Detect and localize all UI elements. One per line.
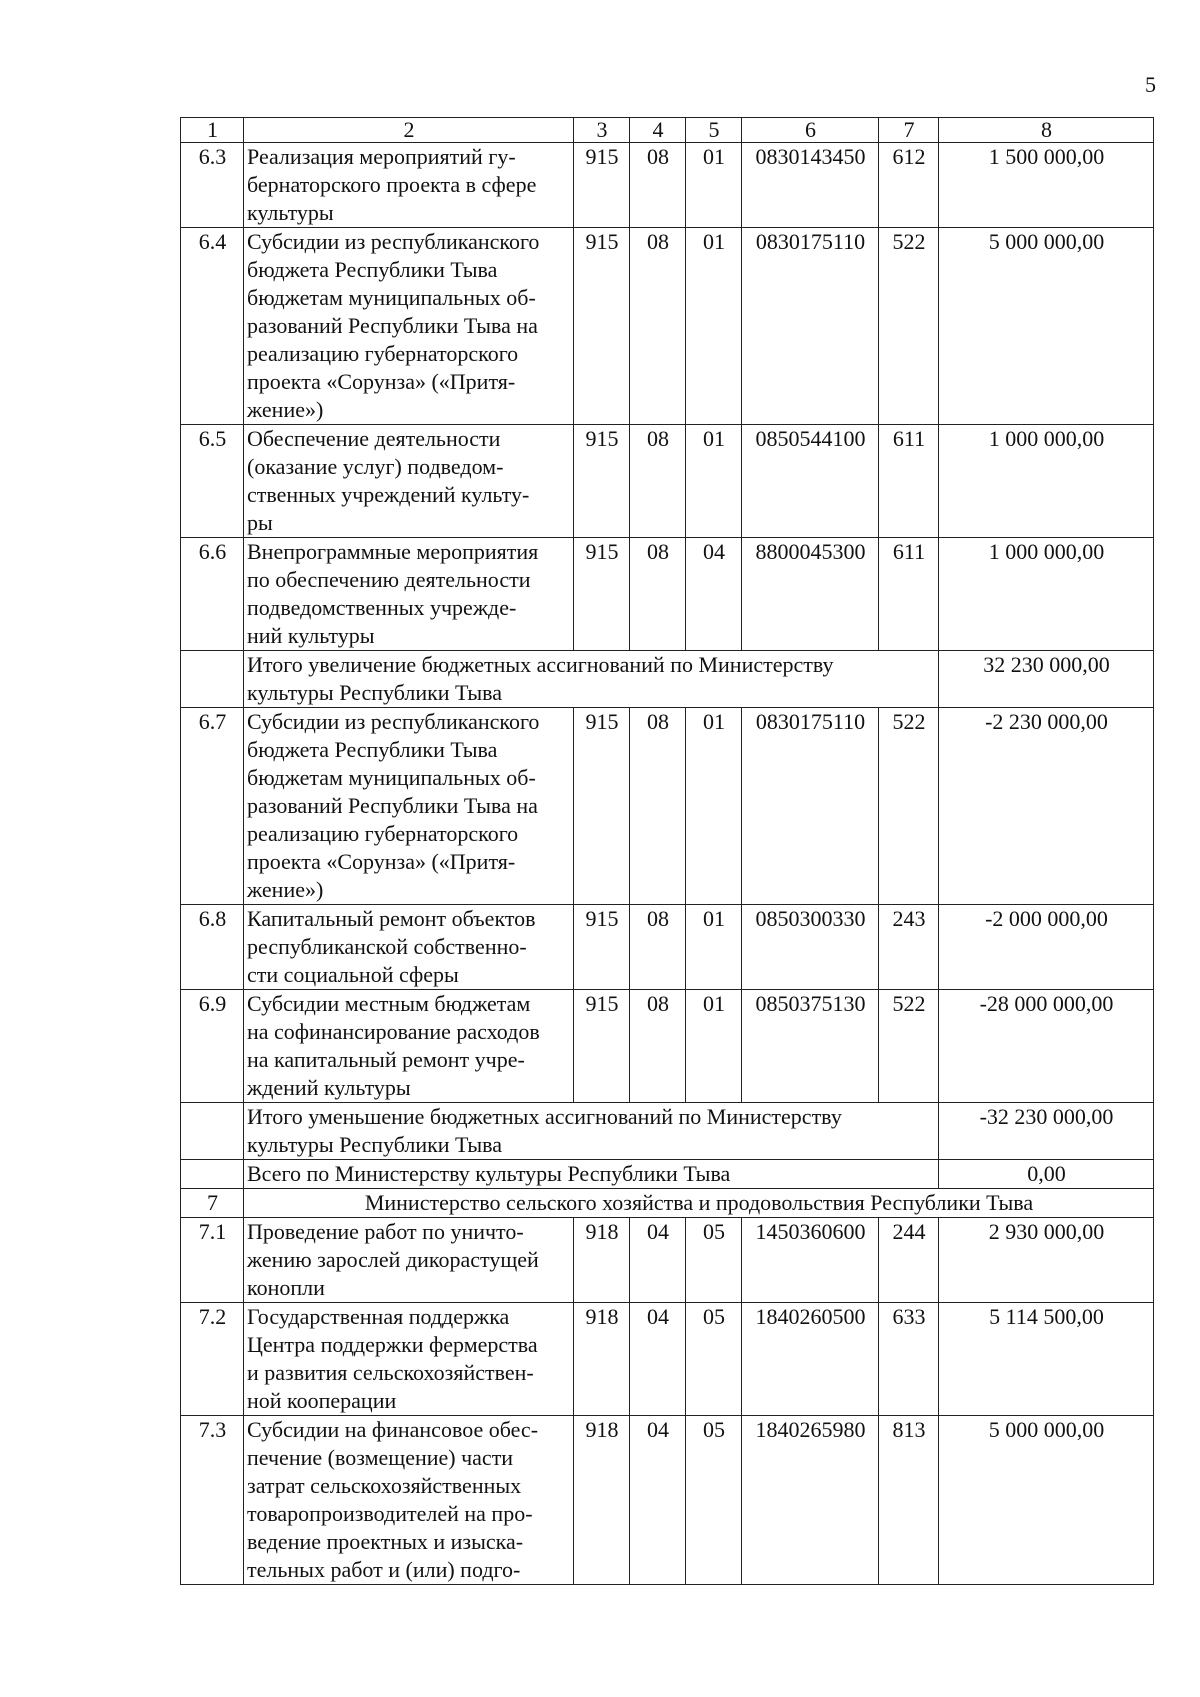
expense-name: Субсидии из республиканского бюджета Республики Тыва бюджетам муниципальных об- разований Республики Тыва на реализацию губернаторского проекта «Сорунза» («Притя- жение») <box>244 228 574 425</box>
ministry-code: 918 <box>574 1303 630 1416</box>
total-row <box>181 651 1154 708</box>
column-header: 7 <box>879 118 939 143</box>
column-header: 2 <box>244 118 574 143</box>
section-code: 08 <box>630 990 686 1103</box>
table-row <box>181 708 1154 905</box>
expense-name: Субсидии на финансовое обес- печение (возмещение) части затрат сельскохозяйственных товаропроизводителей на про- ведение проектных и изыска- тельных работ и (или) подго- <box>244 1416 574 1585</box>
ministry-code: 915 <box>574 143 630 228</box>
target-article-code: 0830143450 <box>742 143 879 228</box>
total-label: Итого увеличение бюджетных ассигнований по Министерству культуры Республики Тыва <box>244 651 939 708</box>
row-number: 6.5 <box>181 425 244 538</box>
table-row <box>181 1416 1154 1585</box>
total-amount: 0,00 <box>939 1160 1154 1189</box>
target-article-code: 0830175110 <box>742 228 879 425</box>
subsection-code: 05 <box>686 1303 742 1416</box>
table-row <box>181 538 1154 651</box>
subsection-code: 05 <box>686 1416 742 1585</box>
amount: 1 000 000,00 <box>939 538 1154 651</box>
total-amount: 32 230 000,00 <box>939 651 1154 708</box>
empty-number-cell <box>181 1103 244 1160</box>
section-code: 04 <box>630 1218 686 1303</box>
row-number: 7.2 <box>181 1303 244 1416</box>
ministry-code: 918 <box>574 1218 630 1303</box>
table-row <box>181 990 1154 1103</box>
column-header: 3 <box>574 118 630 143</box>
section-code: 08 <box>630 143 686 228</box>
subsection-code: 04 <box>686 538 742 651</box>
target-article-code: 8800045300 <box>742 538 879 651</box>
ministry-code: 915 <box>574 425 630 538</box>
expense-name: Обеспечение деятельности (оказание услуг) подведом- ственных учреждений культу- ры <box>244 425 574 538</box>
expense-type-code: 611 <box>879 425 939 538</box>
expense-name: Капитальный ремонт объектов республиканской собственно- сти социальной сферы <box>244 905 574 990</box>
page-number: 5 <box>1145 72 1156 97</box>
section-code: 04 <box>630 1303 686 1416</box>
total-row <box>181 1160 1154 1189</box>
subsection-code: 01 <box>686 905 742 990</box>
row-number: 7.1 <box>181 1218 244 1303</box>
amount: -28 000 000,00 <box>939 990 1154 1103</box>
table-row <box>181 143 1154 228</box>
ministry-code: 915 <box>574 228 630 425</box>
row-number: 6.4 <box>181 228 244 425</box>
amount: -2 230 000,00 <box>939 708 1154 905</box>
ministry-code: 915 <box>574 905 630 990</box>
row-number: 6.8 <box>181 905 244 990</box>
target-article-code: 0850544100 <box>742 425 879 538</box>
column-header: 1 <box>181 118 244 143</box>
section-code: 04 <box>630 1416 686 1585</box>
row-number: 6.6 <box>181 538 244 651</box>
subsection-code: 01 <box>686 228 742 425</box>
table-body <box>181 118 1154 1585</box>
row-number: 6.3 <box>181 143 244 228</box>
ministry-code: 915 <box>574 990 630 1103</box>
section-code: 08 <box>630 905 686 990</box>
expense-name: Реализация мероприятий гу- бернаторского проекта в сфере культуры <box>244 143 574 228</box>
target-article-code: 0850375130 <box>742 990 879 1103</box>
table-row <box>181 228 1154 425</box>
total-label: Всего по Министерству культуры Республики Тыва <box>244 1160 939 1189</box>
row-number: 6.7 <box>181 708 244 905</box>
column-header: 8 <box>939 118 1154 143</box>
total-label: Итого уменьшение бюджетных ассигнований по Министерству культуры Республики Тыва <box>244 1103 939 1160</box>
ministry-code: 915 <box>574 538 630 651</box>
column-header: 4 <box>630 118 686 143</box>
section-code: 08 <box>630 425 686 538</box>
target-article-code: 0850300330 <box>742 905 879 990</box>
ministry-code: 918 <box>574 1416 630 1585</box>
row-number: 6.9 <box>181 990 244 1103</box>
expense-type-code: 813 <box>879 1416 939 1585</box>
empty-number-cell <box>181 1160 244 1189</box>
subsection-code: 01 <box>686 143 742 228</box>
amount: 5 000 000,00 <box>939 1416 1154 1585</box>
expense-name: Внепрограммные мероприятия по обеспечению деятельности подведомственных учрежде- ний культуры <box>244 538 574 651</box>
expense-type-code: 244 <box>879 1218 939 1303</box>
budget-allocation-table <box>180 117 1154 1585</box>
column-number-row <box>181 118 1154 143</box>
expense-name: Субсидии местным бюджетам на софинансирование расходов на капитальный ремонт учре- ждений культуры <box>244 990 574 1103</box>
subsection-code: 01 <box>686 990 742 1103</box>
total-amount: -32 230 000,00 <box>939 1103 1154 1160</box>
section-code: 08 <box>630 708 686 905</box>
table-row <box>181 425 1154 538</box>
section-header-row <box>181 1189 1154 1218</box>
subsection-code: 05 <box>686 1218 742 1303</box>
amount: 1 000 000,00 <box>939 425 1154 538</box>
row-number: 7.3 <box>181 1416 244 1585</box>
amount: 2 930 000,00 <box>939 1218 1154 1303</box>
table-row <box>181 1303 1154 1416</box>
section-code: 08 <box>630 228 686 425</box>
table-row <box>181 1218 1154 1303</box>
subsection-code: 01 <box>686 708 742 905</box>
target-article-code: 1840265980 <box>742 1416 879 1585</box>
expense-type-code: 633 <box>879 1303 939 1416</box>
expense-name: Проведение работ по уничто- жению зарослей дикорастущей конопли <box>244 1218 574 1303</box>
section-title: Министерство сельского хозяйства и продовольствия Республики Тыва <box>244 1189 1154 1218</box>
expense-type-code: 522 <box>879 708 939 905</box>
expense-type-code: 522 <box>879 228 939 425</box>
expense-name: Субсидии из республиканского бюджета Республики Тыва бюджетам муниципальных об- разований Республики Тыва на реализацию губернаторского проекта «Сорунза» («Притя- жение») <box>244 708 574 905</box>
subsection-code: 01 <box>686 425 742 538</box>
target-article-code: 1840260500 <box>742 1303 879 1416</box>
amount: 5 000 000,00 <box>939 228 1154 425</box>
column-header: 6 <box>742 118 879 143</box>
ministry-code: 915 <box>574 708 630 905</box>
expense-type-code: 243 <box>879 905 939 990</box>
amount: -2 000 000,00 <box>939 905 1154 990</box>
target-article-code: 1450360600 <box>742 1218 879 1303</box>
section-number: 7 <box>181 1189 244 1218</box>
total-row <box>181 1103 1154 1160</box>
table-row <box>181 905 1154 990</box>
expense-name: Государственная поддержка Центра поддержки фермерства и развития сельскохозяйствен- ной кооперации <box>244 1303 574 1416</box>
amount: 5 114 500,00 <box>939 1303 1154 1416</box>
expense-type-code: 522 <box>879 990 939 1103</box>
column-header: 5 <box>686 118 742 143</box>
expense-type-code: 612 <box>879 143 939 228</box>
section-code: 08 <box>630 538 686 651</box>
target-article-code: 0830175110 <box>742 708 879 905</box>
empty-number-cell <box>181 651 244 708</box>
amount: 1 500 000,00 <box>939 143 1154 228</box>
expense-type-code: 611 <box>879 538 939 651</box>
